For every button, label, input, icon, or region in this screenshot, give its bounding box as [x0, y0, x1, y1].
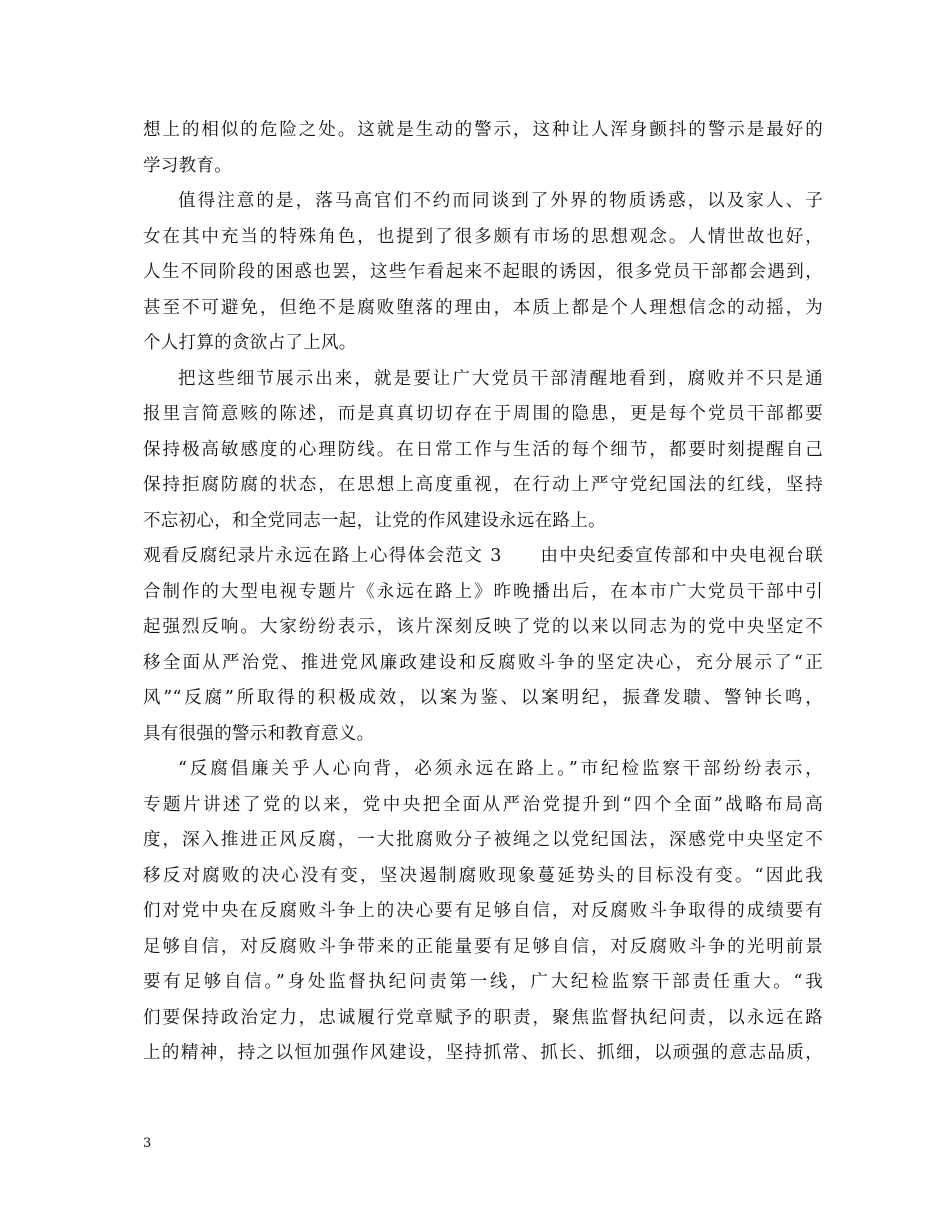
- text-line: 想上的相似的危险之处。这就是生动的警示，这种让人浑身颤抖的警示是最好的: [143, 120, 823, 140]
- text-line: 们要保持政治定力，忠诚履行党章赋予的职责，聚焦监督执纪问责，以永远在路: [143, 1007, 823, 1028]
- text-line: 女在其中充当的特殊角色，也提到了很多颇有市场的思想观念。人情世故也好，: [143, 226, 823, 247]
- text-line: “反腐倡廉关乎人心向背，必须永远在路上。”市纪检监察干部纷纷表示，: [178, 759, 823, 779]
- text-line: 保持拒腐防腐的状态，在思想上高度重视，在行动上严守党纪国法的红线，坚持: [143, 475, 823, 495]
- text-line: 把这些细节展示出来，就是要让广大党员干部清醒地看到，腐败并不只是通: [178, 368, 823, 389]
- text-line: 观看反腐纪录片永远在路上心得体会范文 3 由中央纪委宣传部和中央电视台联: [143, 546, 823, 566]
- text-line: 甚至不可避免，但绝不是腐败堕落的理由，本质上都是个人理想信念的动摇，为: [143, 297, 823, 318]
- text-line: 值得注意的是，落马高官们不约而同谈到了外界的物质诱惑，以及家人、子: [178, 191, 823, 211]
- text-line: 们对党中央在反腐败斗争上的决心要有足够自信，对反腐败斗争取得的成绩要有: [143, 901, 823, 921]
- text-line: 保持极高敏感度的心理防线。在日常工作与生活的每个细节，都要时刻提醒自己: [143, 439, 823, 460]
- text-line: 学习教育。: [143, 155, 232, 176]
- text-line: 个人打算的贪欲占了上风。: [143, 333, 357, 353]
- text-line: 移全面从严治党、推进党风廉政建设和反腐败斗争的坚定决心，充分展示了“正: [143, 652, 823, 673]
- text-line: 风”“反腐”所取得的积极成效，以案为鉴、以案明纪，振聋发聩、警钟长鸣，: [143, 688, 823, 708]
- document-body: [143, 113, 823, 1072]
- text-line: 不忘初心，和全党同志一起，让党的作风建设永远在路上。: [143, 510, 606, 531]
- text-line: 报里言简意赅的陈述，而是真真切切存在于周围的隐患，更是每个党员干部都要: [143, 404, 823, 424]
- text-line: 度，深入推进正风反腐，一大批腐败分子被绳之以党纪国法，深感党中央坚定不: [143, 830, 823, 850]
- text-line: 移反对腐败的决心没有变，坚决遏制腐败现象蔓延势头的目标没有变。“因此我: [143, 865, 823, 886]
- text-line: 具有很强的警示和教育意义。: [143, 723, 375, 744]
- text-line: 足够自信，对反腐败斗争带来的正能量要有足够自信，对反腐败斗争的光明前景: [143, 936, 823, 957]
- text-line: 上的精神，持之以恒加强作风建设，坚持抓常、抓长、抓细，以顽强的意志品质，: [143, 1043, 823, 1063]
- text-line: 要有足够自信。”身处监督执纪问责第一线，广大纪检监察干部责任重大。“我: [143, 972, 823, 992]
- text-line: 起强烈反响。大家纷纷表示，该片深刻反映了党的以来以同志为的党中央坚定不: [143, 617, 823, 637]
- page-number: 3: [143, 1136, 152, 1151]
- text-line: 人生不同阶段的困惑也罢，这些乍看起来不起眼的诱因，很多党员干部都会遇到，: [143, 262, 823, 282]
- text-line: 专题片讲述了党的以来，党中央把全面从严治党提升到“四个全面”战略布局高: [143, 794, 823, 815]
- text-line: 合制作的大型电视专题片《永远在路上》昨晚播出后，在本市广大党员干部中引: [143, 581, 823, 602]
